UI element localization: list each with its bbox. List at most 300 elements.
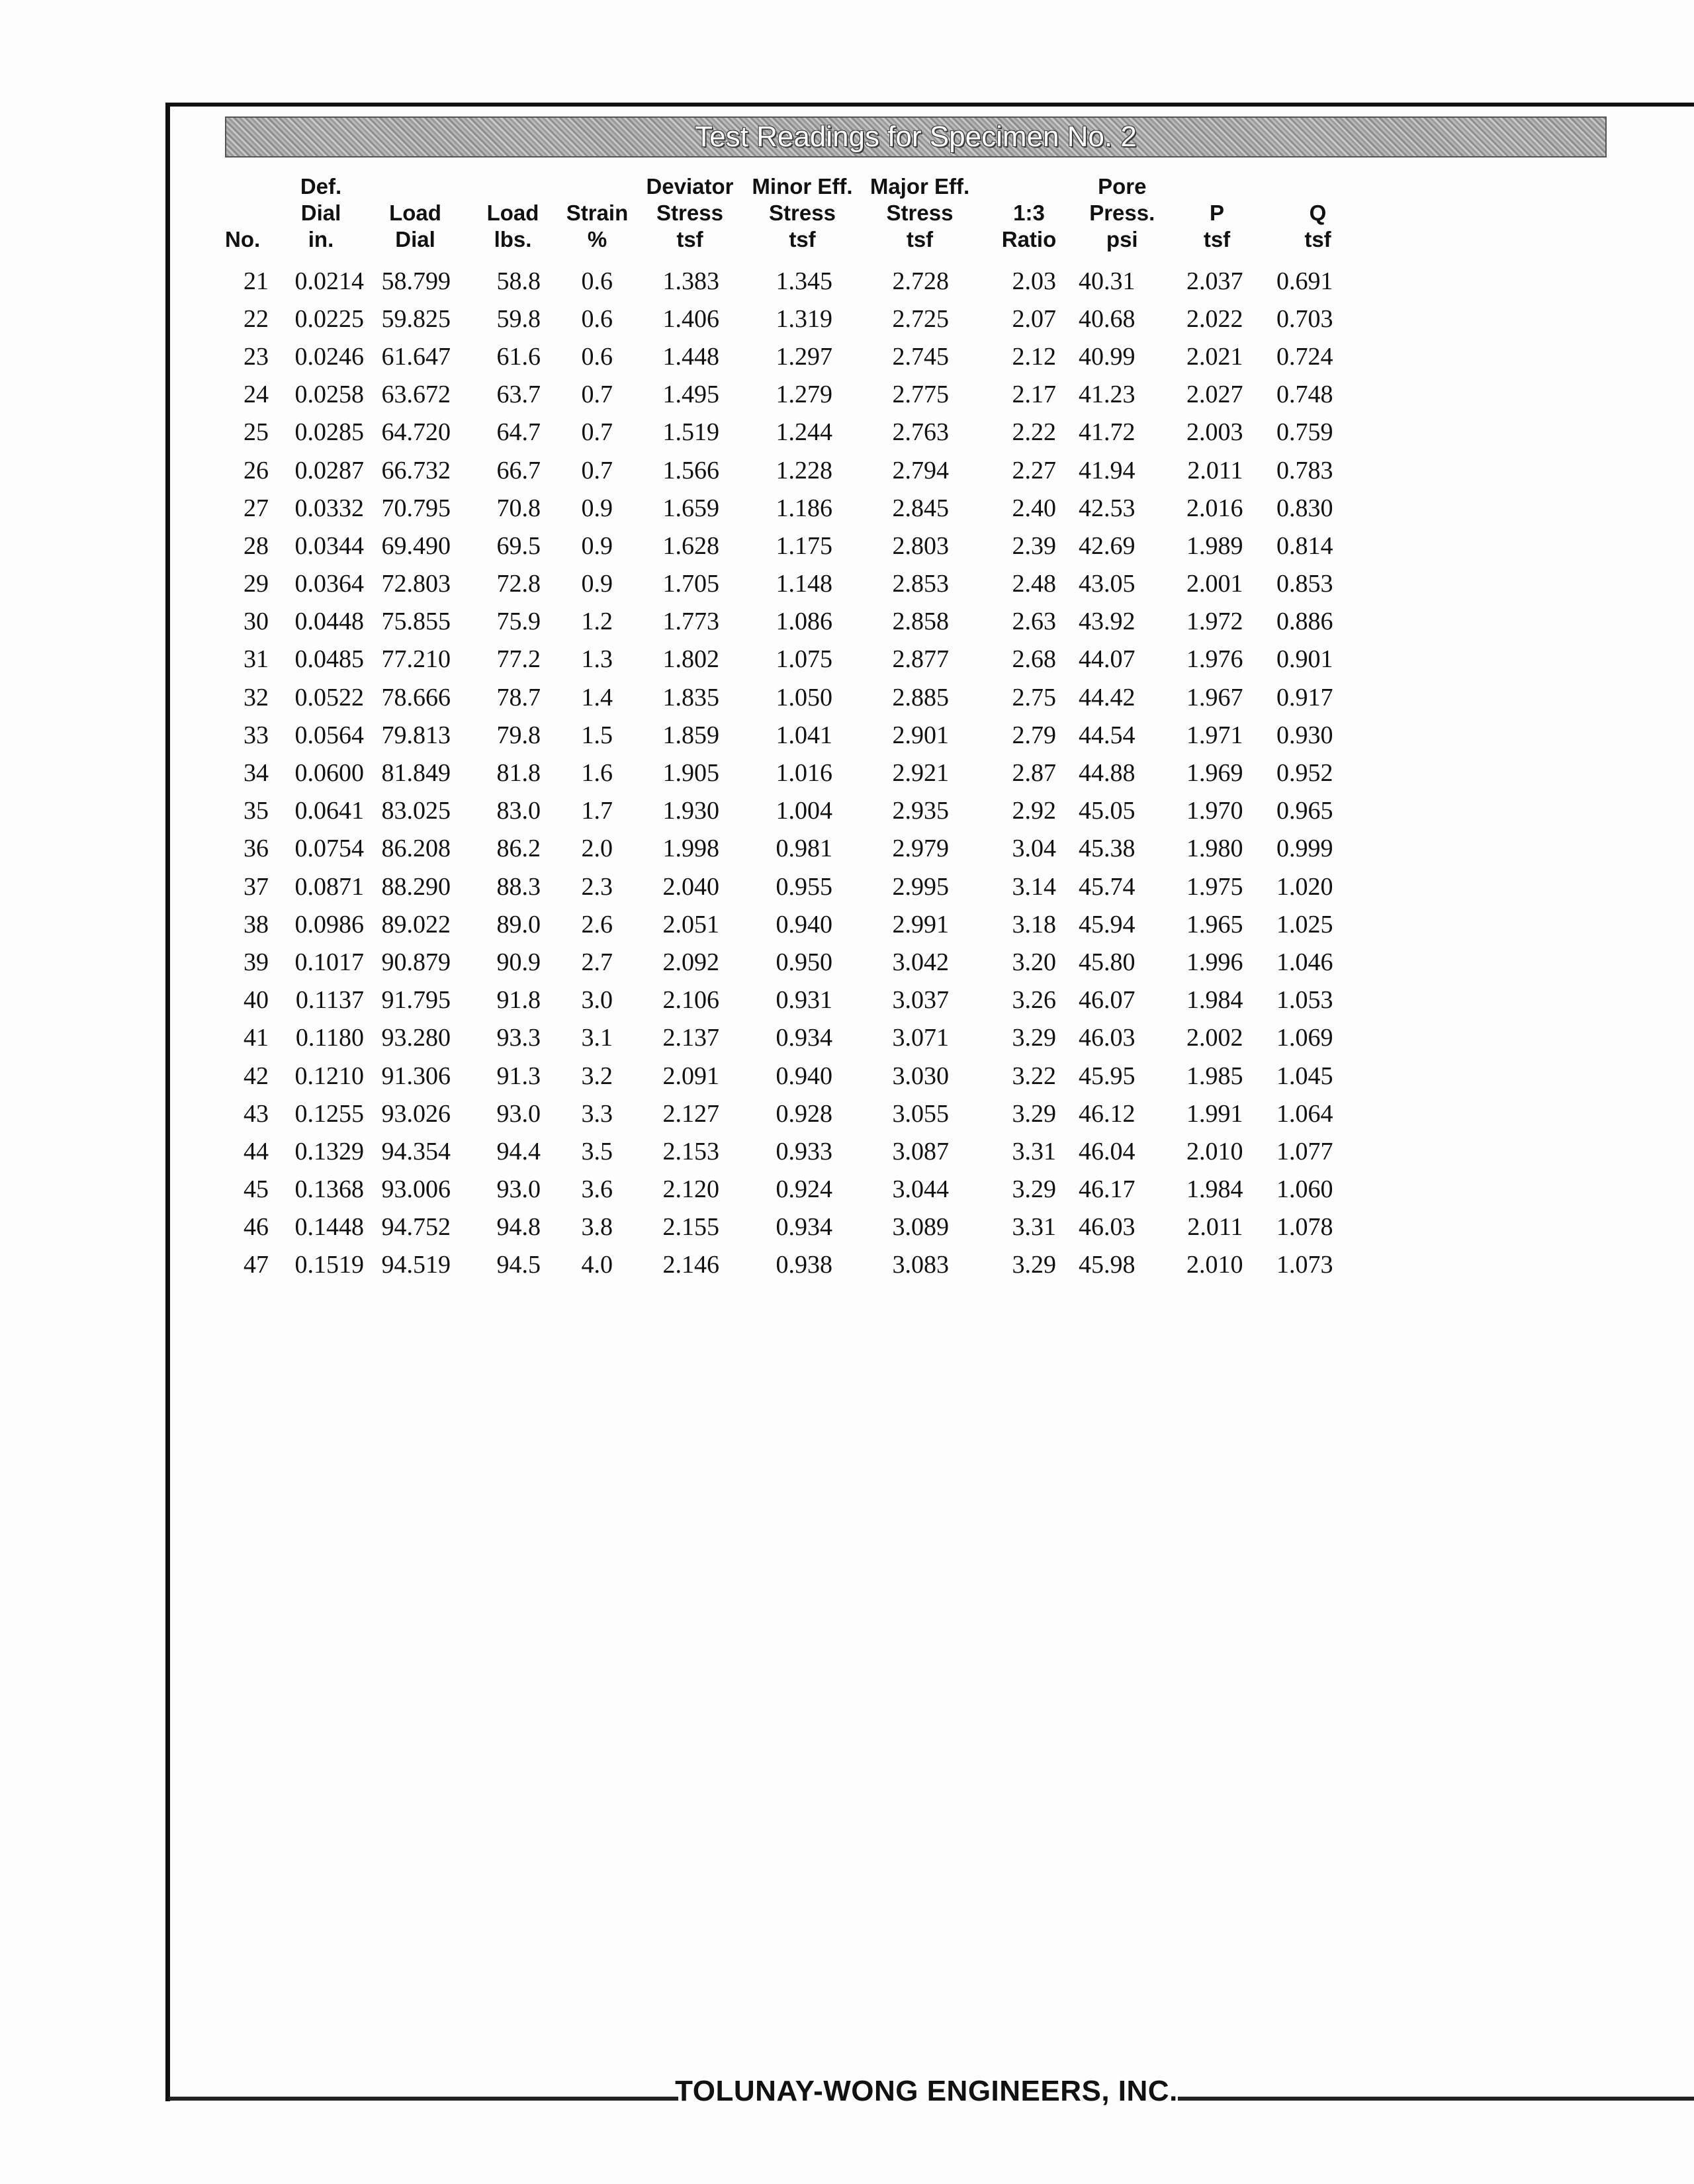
column-header-line: % — [587, 227, 607, 251]
table-header-row — [225, 173, 1368, 262]
cell-p: 2.037 — [1186, 267, 1243, 295]
cell-minor-eff-stress: 1.016 — [776, 759, 832, 788]
cell-pore-press: 46.03 — [1079, 1213, 1136, 1242]
column-header-line — [225, 200, 278, 226]
cell-no: 22 — [244, 304, 269, 333]
cell-load-lbs: 83.0 — [496, 797, 541, 825]
cell-no: 32 — [244, 683, 269, 711]
cell-major-eff-stress: 2.775 — [892, 381, 949, 409]
cell-q: 0.901 — [1276, 645, 1333, 674]
cell-strain: 1.2 — [581, 608, 613, 636]
table-row — [225, 1246, 1368, 1284]
cell-major-eff-stress: 2.745 — [892, 342, 949, 371]
table-body — [225, 262, 1368, 1284]
cell-load-dial: 69.490 — [381, 531, 451, 560]
column-header-line: Load — [486, 201, 539, 225]
cell-load-dial: 90.879 — [381, 948, 451, 976]
column-header-q — [1269, 173, 1368, 262]
cell-minor-eff-stress: 0.934 — [776, 1024, 832, 1052]
table-row — [225, 1019, 1368, 1057]
cell-deviator-stress: 2.040 — [662, 872, 719, 901]
cell-def-dial: 0.0344 — [294, 531, 364, 560]
cell-major-eff-stress: 3.071 — [892, 1024, 949, 1052]
cell-strain: 3.8 — [581, 1213, 613, 1242]
cell-pore-press: 45.94 — [1079, 910, 1136, 938]
cell-no: 30 — [244, 608, 269, 636]
cell-def-dial: 0.1017 — [294, 948, 364, 976]
cell-minor-eff-stress: 1.279 — [776, 381, 832, 409]
cell-load-dial: 61.647 — [381, 342, 451, 371]
cell-def-dial: 0.0285 — [294, 418, 364, 447]
column-header-line: Minor Eff. — [752, 174, 853, 199]
cell-strain: 0.7 — [581, 418, 613, 447]
cell-minor-eff-stress: 0.931 — [776, 986, 832, 1015]
table-row — [225, 603, 1368, 641]
cell-p: 1.989 — [1186, 531, 1243, 560]
cell-ratio: 3.14 — [1012, 872, 1056, 901]
cell-load-dial: 59.825 — [381, 304, 451, 333]
cell-load-lbs: 86.2 — [496, 835, 541, 863]
cell-p: 2.011 — [1187, 1213, 1243, 1242]
cell-strain: 3.0 — [581, 986, 613, 1015]
cell-ratio: 2.39 — [1012, 531, 1056, 560]
cell-strain: 1.6 — [581, 759, 613, 788]
cell-q: 1.064 — [1276, 1099, 1333, 1128]
cell-minor-eff-stress: 0.928 — [776, 1099, 832, 1128]
cell-pore-press: 43.05 — [1079, 570, 1136, 598]
cell-def-dial: 0.0871 — [294, 872, 364, 901]
table-row — [225, 792, 1368, 830]
cell-major-eff-stress: 2.763 — [892, 418, 949, 447]
cell-ratio: 2.79 — [1012, 721, 1056, 749]
cell-strain: 2.7 — [581, 948, 613, 976]
table-row — [225, 300, 1368, 338]
column-header-line: tsf — [1203, 227, 1231, 251]
cell-p: 1.971 — [1186, 721, 1243, 749]
cell-pore-press: 43.92 — [1079, 608, 1136, 636]
cell-ratio: 3.31 — [1012, 1213, 1056, 1242]
cell-major-eff-stress: 2.858 — [892, 608, 949, 636]
cell-load-lbs: 93.0 — [496, 1175, 541, 1204]
cell-q: 0.952 — [1276, 759, 1333, 788]
cell-major-eff-stress: 2.921 — [892, 759, 949, 788]
cell-def-dial: 0.0225 — [294, 304, 364, 333]
cell-ratio: 3.20 — [1012, 948, 1056, 976]
cell-deviator-stress: 2.092 — [662, 948, 719, 976]
cell-ratio: 2.68 — [1012, 645, 1056, 674]
cell-major-eff-stress: 3.083 — [892, 1251, 949, 1279]
cell-minor-eff-stress: 0.981 — [776, 835, 832, 863]
cell-major-eff-stress: 2.845 — [892, 494, 949, 522]
cell-pore-press: 45.38 — [1079, 835, 1136, 863]
table-row — [225, 981, 1368, 1019]
cell-def-dial: 0.0214 — [294, 267, 364, 295]
column-header-line: Major Eff. — [869, 174, 970, 199]
column-header-major-eff-stress — [860, 173, 979, 262]
cell-strain: 2.6 — [581, 910, 613, 938]
cell-major-eff-stress: 2.877 — [892, 645, 949, 674]
table-row — [225, 868, 1368, 905]
column-header-line: in. — [308, 227, 334, 251]
cell-def-dial: 0.1137 — [295, 986, 364, 1015]
cell-minor-eff-stress: 0.950 — [776, 948, 832, 976]
cell-ratio: 2.87 — [1012, 759, 1056, 788]
column-header-line: Strain — [566, 201, 629, 225]
column-header-line: Q — [1309, 201, 1327, 225]
cell-p: 2.010 — [1186, 1251, 1243, 1279]
cell-minor-eff-stress: 0.934 — [776, 1213, 832, 1242]
cell-pore-press: 44.42 — [1079, 683, 1136, 711]
cell-deviator-stress: 1.448 — [662, 342, 719, 371]
cell-load-dial: 77.210 — [381, 645, 451, 674]
cell-ratio: 2.03 — [1012, 267, 1056, 295]
column-header-line: tsf — [906, 227, 934, 251]
cell-no: 25 — [244, 418, 269, 447]
cell-p: 2.016 — [1186, 494, 1243, 522]
cell-strain: 3.1 — [581, 1024, 613, 1052]
cell-major-eff-stress: 2.995 — [892, 872, 949, 901]
cell-deviator-stress: 1.519 — [662, 418, 719, 447]
cell-strain: 2.0 — [581, 835, 613, 863]
column-header-def-dial — [278, 173, 364, 262]
cell-no: 23 — [244, 342, 269, 371]
cell-deviator-stress: 1.495 — [662, 381, 719, 409]
column-header-line: tsf — [1304, 227, 1331, 251]
column-header-line: tsf — [789, 227, 816, 251]
cell-pore-press: 46.04 — [1079, 1137, 1136, 1165]
cell-load-dial: 79.813 — [381, 721, 451, 749]
cell-def-dial: 0.0754 — [294, 835, 364, 863]
cell-def-dial: 0.0564 — [294, 721, 364, 749]
table-row — [225, 565, 1368, 603]
cell-strain: 0.7 — [581, 456, 613, 484]
column-header-minor-eff-stress — [744, 173, 860, 262]
cell-no: 27 — [244, 494, 269, 522]
column-header-load-dial — [364, 173, 467, 262]
cell-strain: 0.9 — [581, 494, 613, 522]
cell-load-lbs: 79.8 — [496, 721, 541, 749]
cell-strain: 0.9 — [581, 570, 613, 598]
cell-minor-eff-stress: 1.228 — [776, 456, 832, 484]
cell-pore-press: 45.74 — [1079, 872, 1136, 901]
cell-q: 0.691 — [1276, 267, 1333, 295]
cell-major-eff-stress: 3.042 — [892, 948, 949, 976]
cell-pore-press: 42.53 — [1079, 494, 1136, 522]
cell-minor-eff-stress: 1.319 — [776, 304, 832, 333]
cell-pore-press: 45.95 — [1079, 1062, 1136, 1090]
cell-deviator-stress: 2.127 — [662, 1099, 719, 1128]
cell-minor-eff-stress: 1.345 — [776, 267, 832, 295]
cell-major-eff-stress: 3.089 — [892, 1213, 949, 1242]
cell-ratio: 2.92 — [1012, 797, 1056, 825]
table-row — [225, 338, 1368, 375]
cell-strain: 3.5 — [581, 1137, 613, 1165]
cell-load-lbs: 90.9 — [496, 948, 541, 976]
cell-minor-eff-stress: 0.924 — [776, 1175, 832, 1204]
cell-ratio: 2.75 — [1012, 683, 1056, 711]
table-row — [225, 1171, 1368, 1208]
cell-deviator-stress: 1.859 — [662, 721, 719, 749]
table-row — [225, 451, 1368, 489]
cell-p: 2.010 — [1186, 1137, 1243, 1165]
column-header-line: Stress — [769, 201, 836, 225]
table-row — [225, 1132, 1368, 1170]
cell-pore-press: 41.94 — [1079, 456, 1136, 484]
cell-load-lbs: 91.8 — [496, 986, 541, 1015]
column-header-line: Press. — [1089, 201, 1155, 225]
column-header-line: psi — [1106, 227, 1138, 251]
cell-p: 2.022 — [1186, 304, 1243, 333]
cell-load-lbs: 72.8 — [496, 570, 541, 598]
cell-deviator-stress: 1.383 — [662, 267, 719, 295]
column-header-line: lbs. — [494, 227, 532, 251]
cell-strain: 3.2 — [581, 1062, 613, 1090]
cell-q: 1.020 — [1276, 872, 1333, 901]
cell-deviator-stress: 1.835 — [662, 683, 719, 711]
cell-q: 0.999 — [1276, 835, 1333, 863]
cell-p: 1.972 — [1186, 608, 1243, 636]
cell-minor-eff-stress: 1.148 — [776, 570, 832, 598]
table-row — [225, 527, 1368, 565]
cell-load-dial: 78.666 — [381, 683, 451, 711]
cell-strain: 2.3 — [581, 872, 613, 901]
table-row — [225, 905, 1368, 943]
cell-strain: 3.6 — [581, 1175, 613, 1204]
cell-q: 0.759 — [1276, 418, 1333, 447]
footer-rule-right — [1178, 2097, 1694, 2101]
cell-q: 1.045 — [1276, 1062, 1333, 1090]
cell-q: 0.886 — [1276, 608, 1333, 636]
column-header-line: Dial — [395, 227, 435, 251]
cell-p: 2.021 — [1186, 342, 1243, 371]
column-header-line: 1:3 — [1013, 201, 1045, 225]
cell-pore-press: 44.54 — [1079, 721, 1136, 749]
cell-p: 1.985 — [1186, 1062, 1243, 1090]
cell-no: 29 — [244, 570, 269, 598]
cell-deviator-stress: 2.091 — [662, 1062, 719, 1090]
cell-pore-press: 45.05 — [1079, 797, 1136, 825]
cell-def-dial: 0.0600 — [294, 759, 364, 788]
table-row — [225, 943, 1368, 981]
cell-major-eff-stress: 2.725 — [892, 304, 949, 333]
column-header-line — [364, 173, 467, 200]
cell-q: 0.830 — [1276, 494, 1333, 522]
cell-load-dial: 88.290 — [381, 872, 451, 901]
column-header-line: No. — [225, 227, 261, 251]
cell-major-eff-stress: 3.044 — [892, 1175, 949, 1204]
cell-load-lbs: 94.8 — [496, 1213, 541, 1242]
cell-load-lbs: 77.2 — [496, 645, 541, 674]
cell-pore-press: 40.68 — [1079, 304, 1136, 333]
table-row — [225, 754, 1368, 792]
cell-q: 0.748 — [1276, 381, 1333, 409]
cell-major-eff-stress: 3.087 — [892, 1137, 949, 1165]
cell-ratio: 3.04 — [1012, 835, 1056, 863]
cell-deviator-stress: 1.659 — [662, 494, 719, 522]
cell-pore-press: 44.07 — [1079, 645, 1136, 674]
cell-load-lbs: 69.5 — [496, 531, 541, 560]
cell-q: 1.069 — [1276, 1024, 1333, 1052]
cell-no: 34 — [244, 759, 269, 788]
cell-p: 1.991 — [1186, 1099, 1243, 1128]
cell-q: 0.783 — [1276, 456, 1333, 484]
cell-deviator-stress: 2.155 — [662, 1213, 719, 1242]
cell-no: 43 — [244, 1099, 269, 1128]
cell-major-eff-stress: 2.728 — [892, 267, 949, 295]
cell-minor-eff-stress: 0.938 — [776, 1251, 832, 1279]
cell-load-lbs: 63.7 — [496, 381, 541, 409]
cell-q: 0.965 — [1276, 797, 1333, 825]
cell-def-dial: 0.1180 — [295, 1024, 364, 1052]
table-row — [225, 830, 1368, 868]
cell-p: 1.967 — [1186, 683, 1243, 711]
cell-def-dial: 0.0641 — [294, 797, 364, 825]
column-header-line — [559, 173, 635, 200]
cell-def-dial: 0.0287 — [294, 456, 364, 484]
cell-load-lbs: 78.7 — [496, 683, 541, 711]
cell-load-dial: 58.799 — [381, 267, 451, 295]
cell-minor-eff-stress: 0.955 — [776, 872, 832, 901]
cell-q: 1.025 — [1276, 910, 1333, 938]
column-header-line — [979, 173, 1079, 200]
cell-load-dial: 75.855 — [381, 608, 451, 636]
cell-load-dial: 94.354 — [381, 1137, 451, 1165]
cell-ratio: 3.29 — [1012, 1024, 1056, 1052]
cell-strain: 1.3 — [581, 645, 613, 674]
cell-no: 42 — [244, 1062, 269, 1090]
cell-major-eff-stress: 2.935 — [892, 797, 949, 825]
cell-load-lbs: 59.8 — [496, 304, 541, 333]
cell-def-dial: 0.1368 — [294, 1175, 364, 1204]
cell-ratio: 3.31 — [1012, 1137, 1056, 1165]
cell-no: 24 — [244, 381, 269, 409]
cell-no: 39 — [244, 948, 269, 976]
cell-deviator-stress: 1.773 — [662, 608, 719, 636]
cell-no: 26 — [244, 456, 269, 484]
cell-minor-eff-stress: 1.244 — [776, 418, 832, 447]
cell-no: 44 — [244, 1137, 269, 1165]
cell-minor-eff-stress: 1.086 — [776, 608, 832, 636]
cell-p: 1.965 — [1186, 910, 1243, 938]
cell-load-lbs: 75.9 — [496, 608, 541, 636]
test-readings-table — [225, 173, 1368, 1284]
cell-deviator-stress: 1.406 — [662, 304, 719, 333]
cell-load-dial: 91.306 — [381, 1062, 451, 1090]
cell-strain: 0.9 — [581, 531, 613, 560]
column-header-pore-press — [1079, 173, 1166, 262]
cell-def-dial: 0.0258 — [294, 381, 364, 409]
column-header-line: Pore — [1098, 174, 1147, 199]
column-header-line: Dial — [300, 201, 341, 225]
cell-load-lbs: 88.3 — [496, 872, 541, 901]
cell-def-dial: 0.0522 — [294, 683, 364, 711]
table-row — [225, 376, 1368, 414]
cell-deviator-stress: 1.905 — [662, 759, 719, 788]
cell-minor-eff-stress: 1.186 — [776, 494, 832, 522]
cell-p: 1.980 — [1186, 835, 1243, 863]
cell-pore-press: 45.98 — [1079, 1251, 1136, 1279]
cell-minor-eff-stress: 1.050 — [776, 683, 832, 711]
cell-ratio: 2.40 — [1012, 494, 1056, 522]
cell-load-dial: 94.752 — [381, 1213, 451, 1242]
cell-deviator-stress: 2.120 — [662, 1175, 719, 1204]
cell-q: 0.917 — [1276, 683, 1333, 711]
cell-load-dial: 81.849 — [381, 759, 451, 788]
cell-load-dial: 93.006 — [381, 1175, 451, 1204]
column-header-line: Deviator — [646, 174, 734, 199]
cell-no: 40 — [244, 986, 269, 1015]
cell-deviator-stress: 1.705 — [662, 570, 719, 598]
cell-major-eff-stress: 2.853 — [892, 570, 949, 598]
cell-pore-press: 46.03 — [1079, 1024, 1136, 1052]
cell-minor-eff-stress: 1.175 — [776, 531, 832, 560]
table-row — [225, 1057, 1368, 1095]
cell-load-lbs: 94.5 — [496, 1251, 541, 1279]
cell-def-dial: 0.1255 — [294, 1099, 364, 1128]
cell-pore-press: 44.88 — [1079, 759, 1136, 788]
cell-load-dial: 93.026 — [381, 1099, 451, 1128]
cell-ratio: 2.48 — [1012, 570, 1056, 598]
cell-minor-eff-stress: 1.004 — [776, 797, 832, 825]
column-header-line: tsf — [676, 227, 703, 251]
cell-no: 36 — [244, 835, 269, 863]
cell-major-eff-stress: 2.803 — [892, 531, 949, 560]
cell-ratio: 3.29 — [1012, 1099, 1056, 1128]
cell-load-lbs: 66.7 — [496, 456, 541, 484]
column-header-line — [1166, 173, 1269, 200]
cell-ratio: 3.22 — [1012, 1062, 1056, 1090]
cell-load-dial: 93.280 — [381, 1024, 451, 1052]
cell-no: 37 — [244, 872, 269, 901]
cell-deviator-stress: 1.998 — [662, 835, 719, 863]
cell-major-eff-stress: 2.901 — [892, 721, 949, 749]
cell-ratio: 2.07 — [1012, 304, 1056, 333]
table-row — [225, 678, 1368, 716]
cell-ratio: 3.26 — [1012, 986, 1056, 1015]
cell-minor-eff-stress: 0.940 — [776, 1062, 832, 1090]
cell-deviator-stress: 1.628 — [662, 531, 719, 560]
column-header-load-lbs — [467, 173, 559, 262]
cell-load-dial: 70.795 — [381, 494, 451, 522]
cell-p: 1.976 — [1186, 645, 1243, 674]
cell-minor-eff-stress: 1.075 — [776, 645, 832, 674]
column-header-line: Def. — [300, 174, 342, 199]
cell-no: 33 — [244, 721, 269, 749]
cell-p: 1.975 — [1186, 872, 1243, 901]
cell-deviator-stress: 2.153 — [662, 1137, 719, 1165]
page-title: Test Readings for Specimen No. 2 — [695, 120, 1137, 153]
cell-pore-press: 40.99 — [1079, 342, 1136, 371]
cell-deviator-stress: 1.930 — [662, 797, 719, 825]
cell-p: 1.996 — [1186, 948, 1243, 976]
cell-major-eff-stress: 3.055 — [892, 1099, 949, 1128]
table-row — [225, 1208, 1368, 1246]
cell-def-dial: 0.1448 — [294, 1213, 364, 1242]
cell-q: 1.077 — [1276, 1137, 1333, 1165]
cell-ratio: 3.18 — [1012, 910, 1056, 938]
cell-minor-eff-stress: 1.041 — [776, 721, 832, 749]
cell-ratio: 2.22 — [1012, 418, 1056, 447]
cell-major-eff-stress: 2.885 — [892, 683, 949, 711]
cell-no: 38 — [244, 910, 269, 938]
cell-p: 1.969 — [1186, 759, 1243, 788]
cell-load-dial: 89.022 — [381, 910, 451, 938]
cell-q: 0.703 — [1276, 304, 1333, 333]
column-header-line: Stress — [886, 201, 954, 225]
cell-load-dial: 94.519 — [381, 1251, 451, 1279]
cell-p: 1.984 — [1186, 986, 1243, 1015]
cell-load-dial: 64.720 — [381, 418, 451, 447]
